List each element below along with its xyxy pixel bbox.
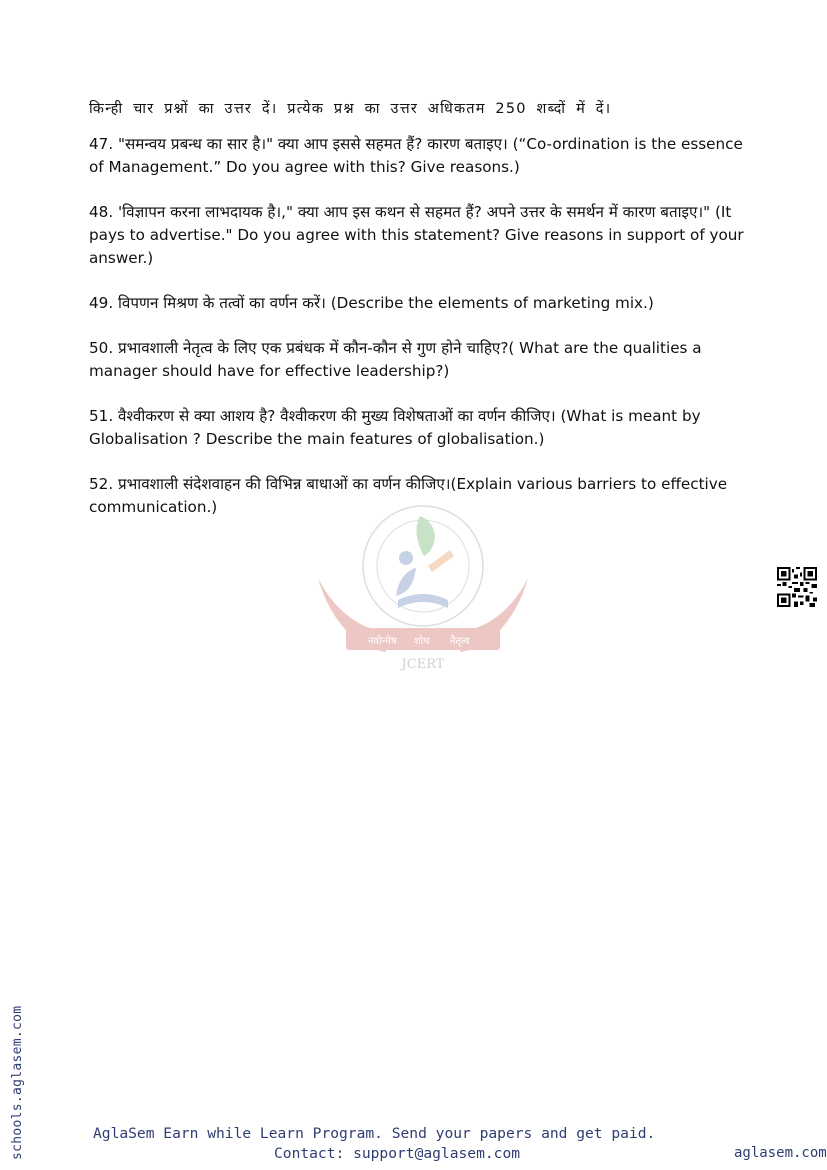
watermark-label: JCERT xyxy=(401,657,445,672)
qr-code-icon xyxy=(777,567,817,607)
question-48: 48. 'विज्ञापन करना लाभदायक है।," क्या आप इस कथन से सहमत हैं? अपने उत्तर के समर्थन में कारण बताइए।" (It pays to advertise." Do you agree with this statement? Give reasons in support of your answer.) xyxy=(89,203,744,267)
footer-program-text: AglaSem Earn while Learn Program. Send your papers and get paid. xyxy=(93,1125,656,1142)
watermark-ribbon-word-1: नवोन्मेष xyxy=(368,636,397,647)
question-list xyxy=(89,133,761,541)
question-47: 47. "समन्वय प्रबन्ध का सार है।" क्या आप इससे सहमत हैं? कारण बताइए। (“Co-ordination is the essence of Management.” Do you agree with this? Give reasons.) xyxy=(89,135,743,176)
watermark-ribbon-word-2: शोध xyxy=(414,636,430,647)
footer-contact-text: Contact: support@aglasem.com xyxy=(274,1145,521,1162)
instruction-text: किन्ही चार प्रश्नों का उत्तर दें। प्रत्येक प्रश्न का उत्तर अधिकतम 250 शब्दों में दें। xyxy=(89,101,612,117)
question-52: 52. प्रभावशाली संदेशवाहन की विभिन्न बाधाओं का वर्णन कीजिए।(Explain various barriers to effective communication.) xyxy=(89,475,728,516)
watermark-ribbon-word-3: नैतृत्व xyxy=(450,636,470,647)
footer-site-text: aglasem.com xyxy=(734,1145,827,1161)
question-49: 49. विपणन मिश्रण के तत्वों का वर्णन करें। (Describe the elements of marketing mix.) xyxy=(89,294,654,312)
jcert-logo-watermark xyxy=(316,496,530,676)
question-50: 50. प्रभावशाली नेतृत्व के लिए एक प्रबंधक में कौन-कौन से गुण होने चाहिए?( What are the qualities a manager should have for effective leadership?) xyxy=(89,339,702,380)
side-watermark-url: schools.aglasem.com xyxy=(10,1005,25,1160)
question-51: 51. वैश्वीकरण से क्या आशय है? वैश्वीकरण की मुख्य विशेषताओं का वर्णन कीजिए। (What is meant by Globalisation ? Describe the main features of globalisation.) xyxy=(89,407,701,448)
